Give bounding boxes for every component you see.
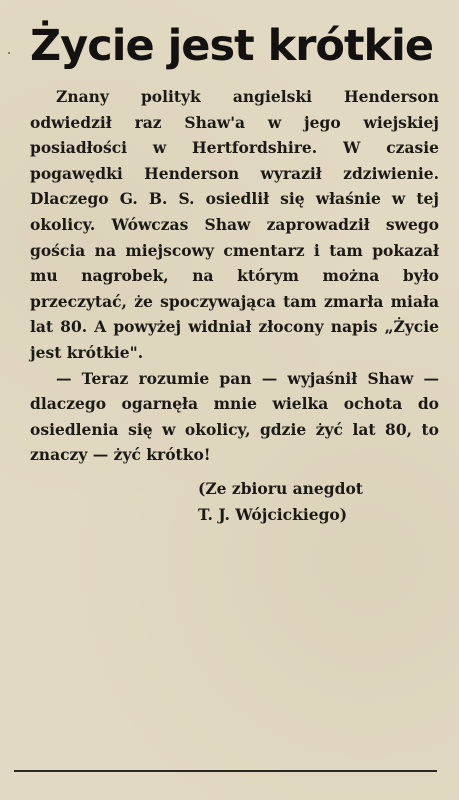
scan-speck <box>8 52 10 54</box>
attribution-line-1: (Ze zbioru anegdot <box>198 478 363 498</box>
article-paragraph-2: — Teraz rozumie pan — wyjaśnił Shaw — dlaczego ogarnęła mnie wielka ochota do osiedlenia się w okolicy, gdzie żyć lat 80, to znaczy — żyć krótko! <box>30 368 439 465</box>
bottom-rule <box>14 770 437 772</box>
article-attribution <box>30 476 439 528</box>
article-title: Życie jest krótkie <box>30 21 433 71</box>
article-paragraph-1: Znany polityk angielski Henderson odwiedził raz Shaw'a w jego wiejskiej posiadłości w Hertfordshire. W czasie pogawędki Henderson wyraził zdziwienie. Dlaczego G. B. S. osiedlił się właśnie w tej okolicy. Wówczas Shaw zaprowadził swego gościa na miejscowy cmentarz i tam pokazał mu nagrobek, na którym można było przeczytać, że spoczywająca tam zmarła miała lat 80. A powyżej widniał złocony napis „Życie jest krótkie". <box>30 87 439 362</box>
attribution-line-2: T. J. Wójcickiego) <box>198 504 348 524</box>
article-body <box>30 84 439 468</box>
